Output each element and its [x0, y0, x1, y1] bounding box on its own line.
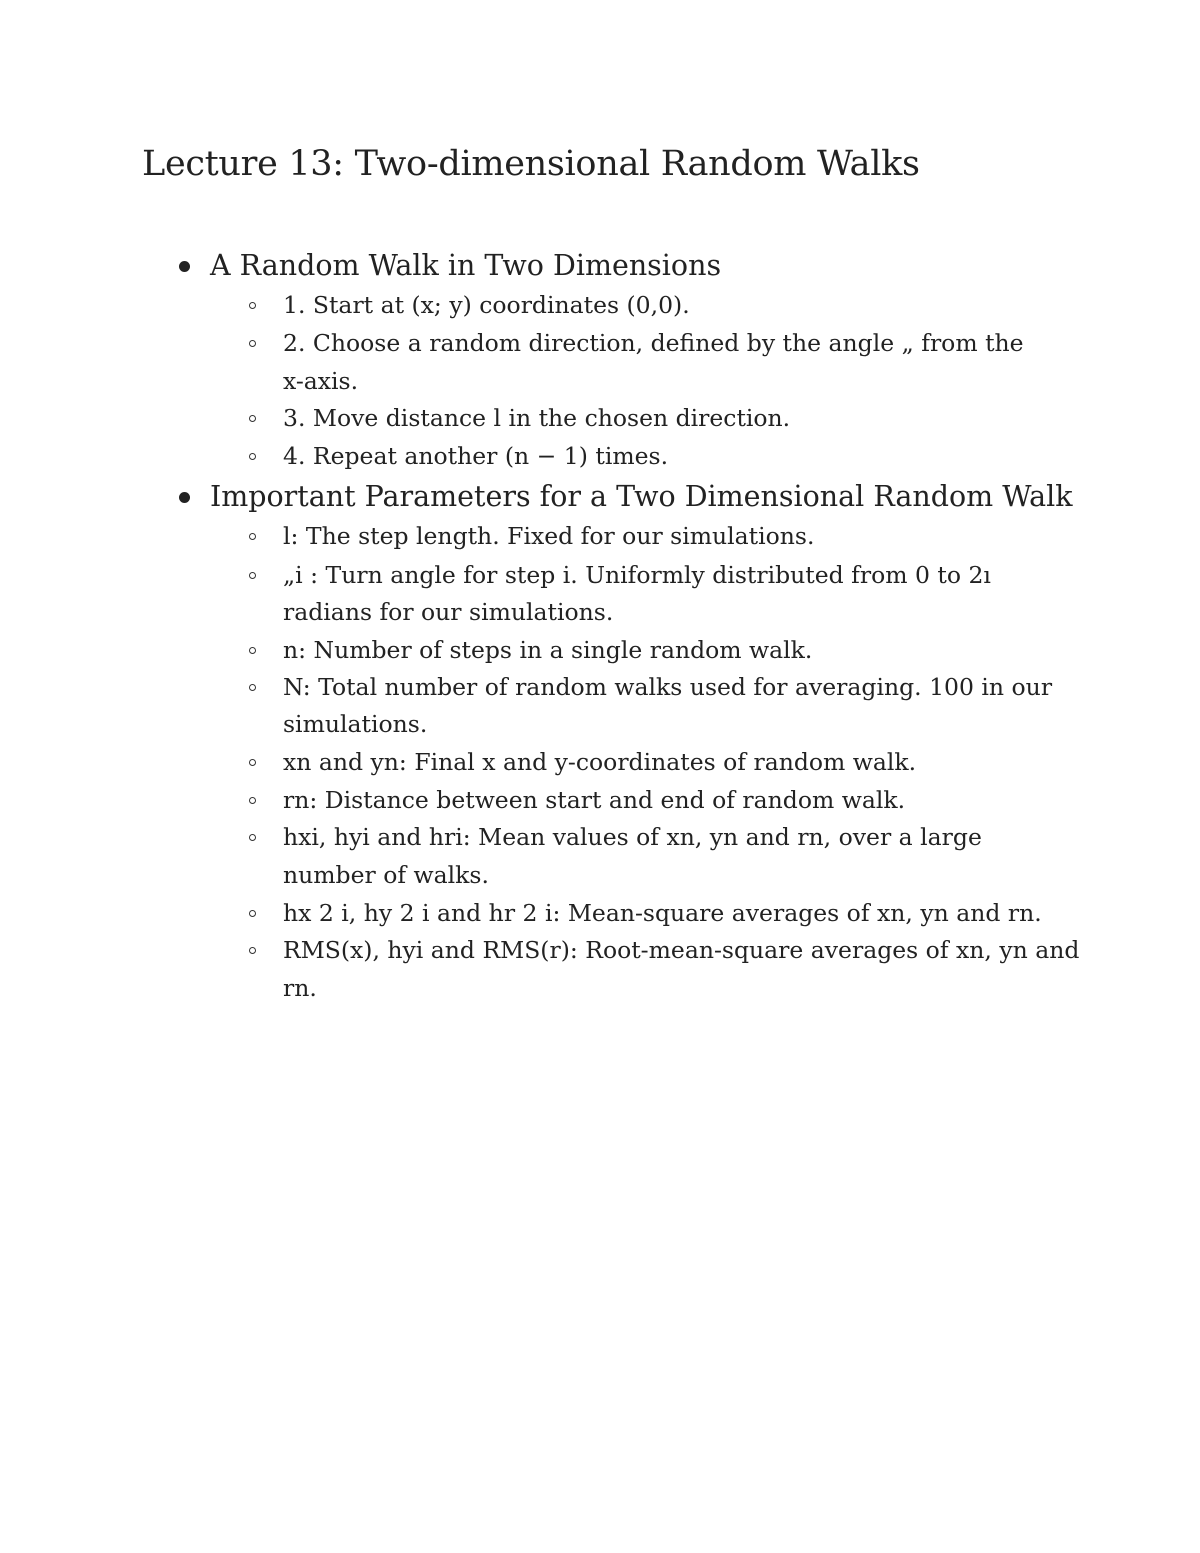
- disc-bullet-icon: [179, 492, 190, 503]
- list-item: 2. Choose a random direction, defined by the angle „ from the: [283, 329, 1024, 357]
- list-item: N: Total number of random walks used for averaging. 100 in our: [283, 673, 1053, 701]
- list-item: 4. Repeat another (n − 1) times.: [283, 442, 669, 470]
- list-item: „i : Turn angle for step i. Uniformly distributed from 0 to 2ı: [283, 561, 991, 589]
- circle-bullet-icon: [249, 340, 256, 347]
- list-item-continuation: number of walks.: [283, 861, 489, 889]
- circle-bullet-icon: [249, 834, 256, 841]
- list-item: hxi, hyi and hri: Mean values of xn, yn and rn, over a large: [283, 823, 982, 851]
- page-title: Lecture 13: Two-dimensional Random Walks: [142, 144, 920, 184]
- list-item-continuation: x-axis.: [283, 367, 359, 395]
- circle-bullet-icon: [249, 533, 256, 540]
- list-item: l: The step length. Fixed for our simulations.: [283, 522, 815, 550]
- list-item-continuation: simulations.: [283, 710, 428, 738]
- circle-bullet-icon: [249, 910, 256, 917]
- list-item: 3. Move distance l in the chosen direction.: [283, 404, 791, 432]
- circle-bullet-icon: [249, 453, 256, 460]
- circle-bullet-icon: [249, 572, 256, 579]
- section-heading: A Random Walk in Two Dimensions: [210, 249, 722, 282]
- circle-bullet-icon: [249, 647, 256, 654]
- circle-bullet-icon: [249, 759, 256, 766]
- list-item: n: Number of steps in a single random walk.: [283, 636, 813, 664]
- list-item: rn: Distance between start and end of random walk.: [283, 786, 906, 814]
- circle-bullet-icon: [249, 415, 256, 422]
- list-item-continuation: rn.: [283, 974, 317, 1002]
- list-item-continuation: radians for our simulations.: [283, 598, 614, 626]
- list-item: 1. Start at (x; y) coordinates (0,0).: [283, 291, 690, 319]
- circle-bullet-icon: [249, 947, 256, 954]
- circle-bullet-icon: [249, 797, 256, 804]
- list-item: xn and yn: Final x and y-coordinates of random walk.: [283, 748, 917, 776]
- list-item: RMS(x), hyi and RMS(r): Root-mean-square averages of xn, yn and: [283, 936, 1080, 964]
- disc-bullet-icon: [179, 261, 190, 272]
- list-item: hx 2 i, hy 2 i and hr 2 i: Mean-square averages of xn, yn and rn.: [283, 899, 1042, 927]
- circle-bullet-icon: [249, 684, 256, 691]
- section-heading: Important Parameters for a Two Dimensional Random Walk: [210, 480, 1073, 513]
- circle-bullet-icon: [249, 302, 256, 309]
